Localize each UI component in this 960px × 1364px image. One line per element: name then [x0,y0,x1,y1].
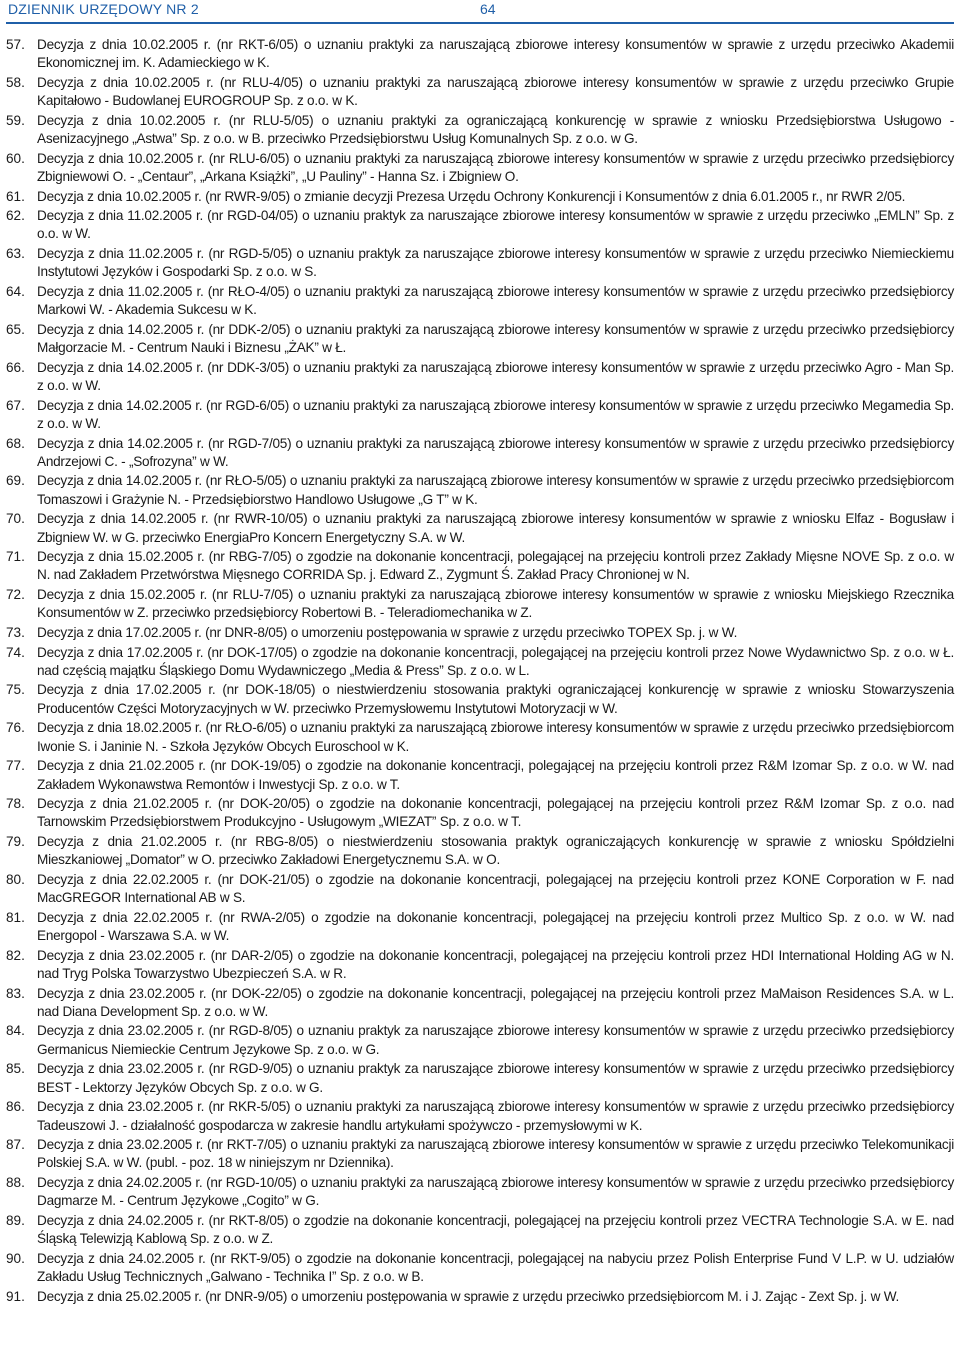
item-text: Decyzja z dnia 23.02.2005 r. (nr RKR-5/05) o uznaniu praktyki za naruszającą zbiorowe interesy konsumentów w sprawie z urzędu przeciwko przedsiębiorcy Tadeuszowi J. - działalność gospodarcza w zakresie handlu artykułami spożywczo - przemysłowymi w K. [37,1099,954,1133]
item-text: Decyzja z dnia 11.02.2005 r. (nr RGD-5/05) o uznaniu praktyk za naruszające zbiorowe interesy konsumentów w sprawie z urzędu przeciwko Niemieckiemu Instytutowi Języków i Gospodarki Sp. z o.o. w S. [37,246,954,280]
item-number: 75. [6,682,25,698]
item-text: Decyzja z dnia 23.02.2005 r. (nr RKT-7/05) o uznaniu praktyki za naruszającą zbiorowe interesy konsumentów w sprawie z urzędu przeciwko Telekomunikacji Polskiej S.A. w W. (publ. - poz. 18 w niniejszym nr Dziennika). [37,1137,954,1171]
list-item [6,435,956,472]
item-text: Decyzja z dnia 18.02.2005 r. (nr RŁO-6/05) o uznaniu praktyki za naruszającą zbiorowe interesy konsumentów w sprawie z urzędu przeciwko przedsiębiorcom Iwonie S. i Janinie N. - Szkoła Języków Obcych Euroschool w K. [37,720,954,754]
item-text: Decyzja z dnia 21.02.2005 r. (nr DOK-20/05) o zgodzie na dokonanie koncentracji, polegającej na przejęciu kontroli przez R&M Izomar Sp. z o.o. nad Tarnowskim Przedsiębiorstwem Produkcyjno - Usługowym „WIEZAT” Sp. z o.o. w T. [37,796,954,830]
item-text: Decyzja z dnia 24.02.2005 r. (nr RKT-8/05) o zgodzie na dokonanie koncentracji, polegającej na przejęciu kontroli przez VECTRA Technologie S.A. w E. nad Śląską Telewizją Kablową Sp. z o.o. w Z. [37,1212,954,1247]
list-item [6,795,956,832]
list-item [6,245,956,282]
list-item [6,1174,956,1211]
list-item [6,1288,956,1306]
item-number: 60. [6,150,25,166]
list-item [6,985,956,1022]
item-number: 58. [6,74,25,90]
item-text: Decyzja z dnia 24.02.2005 r. (nr RKT-9/05) o zgodzie na dokonanie koncentracji, polegającej na nabyciu przez Polish Enterprise Fund V L.P. w U. udziałów Zakładu Usług Technicznych „Galwano - Technika I” Sp. z o.o. w B. [37,1250,954,1285]
item-number: 65. [6,321,25,337]
item-text: Decyzja z dnia 23.02.2005 r. (nr RGD-8/05) o uznaniu praktyk za naruszające zbiorowe interesy konsumentów w sprawie z urzędu przeciwko przedsiębiorcy Germanicus Niemieckie Centrum Językowe Sp. z o.o. w G. [37,1023,954,1057]
list-item [6,1022,956,1059]
list-item [6,36,956,73]
item-number: 62. [6,208,25,224]
item-text: Decyzja z dnia 10.02.2005 r. (nr RLU-4/05) o uznaniu praktyki za naruszającą zbiorowe interesy konsumentów w sprawie z urzędu przeciwko Grupie Kapitałowo - Budowlanej EUROGROUP Sp. z o.o. w K. [37,74,954,109]
list-item [6,833,956,870]
item-number: 79. [6,834,25,849]
item-number: 59. [6,112,25,128]
item-number: 81. [6,909,25,925]
item-number: 64. [6,283,25,299]
item-text: Decyzja z dnia 22.02.2005 r. (nr RWA-2/05) o zgodzie na dokonanie koncentracji, polegającej na przejęciu kontroli przez Multico Sp. z o.o. w W. nad Energopol - Warszawa S.A. w W. [37,909,954,944]
item-text: Decyzja z dnia 10.02.2005 r. (nr RLU-6/05) o uznaniu praktyki za naruszającą zbiorowe interesy konsumentów w sprawie z urzędu przeciwko przedsiębiorcy Zbigniewowi O. - „Centaur”, „Arkana Książki”, „U Pauliny” - Hanna Sz. i Zbigniew O. [37,150,954,184]
list-item [6,947,956,984]
item-number: 67. [6,397,25,413]
item-text: Decyzja z dnia 23.02.2005 r. (nr DOK-22/05) o zgodzie na dokonanie koncentracji, polegającej na przejęciu kontroli przez MaMaison Residences S.A. w L. nad Diana Development Sp. z o.o. w W. [37,985,954,1019]
list-item [6,188,956,206]
item-number: 90. [6,1250,25,1266]
list-item [6,1250,956,1287]
item-text: Decyzja z dnia 14.02.2005 r. (nr RGD-6/05) o uznaniu praktyki za naruszającą zbiorowe interesy konsumentów w sprawie z urzędu przeciwko Megamedia Sp. z o.o. w W. [37,397,954,431]
item-text: Decyzja z dnia 10.02.2005 r. (nr RWR-9/05) o zmianie decyzji Prezesa Urzędu Ochrony Konkurencji i Konsumentów z dnia 6.01.2005 r., nr RWR 2/05. [37,188,906,204]
item-number: 61. [6,188,25,204]
item-text: Decyzja z dnia 15.02.2005 r. (nr RLU-7/05) o uznaniu praktyki za naruszającą zbiorowe interesy konsumentów w sprawie z wniosku Miejskiego Rzecznika Konsumentów w Z. przeciwko przedsiębiorcy Robertowi B. - Teleradiomechanika w Z. [37,587,954,621]
item-number: 72. [6,587,25,603]
item-number: 73. [6,624,25,640]
list-item [6,586,956,623]
item-text: Decyzja z dnia 17.02.2005 r. (nr DOK-17/05) o zgodzie na dokonanie koncentracji, polegającej na przejęciu kontroli przez Nowe Wydawnictwo Sp. z o.o. w Ł. nad częścią majątku Śląskiego Domu Wydawniczego „Media & Press” Sp. z o.o. w L. [37,644,954,678]
item-text: Decyzja z dnia 14.02.2005 r. (nr RŁO-5/05) o uznaniu praktyki za naruszającą zbiorowe interesy konsumentów w sprawie z urzędu przeciwko przedsiębiorcom Tomaszowi i Grażynie N. - Przedsiębiorstwo Handlowo Usługowe „G T” w K. [37,473,954,507]
list-item [6,74,956,111]
item-text: Decyzja z dnia 14.02.2005 r. (nr RWR-10/05) o uznaniu praktyki za naruszającą zbiorowe interesy konsumentów w sprawie z wniosku Elfaz - Bogusław i Zbigniew W. w G. przeciwko EnergiaPro Koncern Energetyczny S.A. w W. [37,511,954,545]
list-item [6,321,956,358]
item-number: 82. [6,947,25,963]
list-item [6,397,956,434]
item-text: Decyzja z dnia 24.02.2005 r. (nr RGD-10/05) o uznaniu praktyki za naruszającą zbiorowe interesy konsumentów w sprawie z urzędu przeciwko przedsiębiorcy Dagmarze M. - Centrum Językowe „Cogito” w G. [37,1175,954,1209]
list-item [6,1212,956,1249]
list-item [6,719,956,756]
item-number: 76. [6,720,25,736]
journal-title: DZIENNIK URZĘDOWY NR 2 [8,1,199,17]
item-text: Decyzja z dnia 23.02.2005 r. (nr RGD-9/05) o uznaniu praktyk za naruszające zbiorowe interesy konsumentów w sprawie z urzędu przeciwko przedsiębiorcy BEST - Lektorzy Języków Obcych Sp. z o.o. w G. [37,1061,954,1095]
list-item [6,1136,956,1173]
list-item [6,681,956,718]
item-number: 91. [6,1288,25,1304]
item-text: Decyzja z dnia 23.02.2005 r. (nr DAR-2/05) o zgodzie na dokonanie koncentracji, polegającej na przejęciu kontroli przez HDI International Holding AG w N. nad Tryg Polska Towarzystwo Ubezpieczeń S.A. w R. [37,947,954,981]
item-number: 74. [6,644,25,660]
list-item [6,112,956,149]
item-text: Decyzja z dnia 21.02.2005 r. (nr RBG-8/05) o niestwierdzeniu stosowania praktyk ograniczających konkurencję w sprawie z wniosku Spółdzielni Mieszkaniowej „Domator” w O. przeciwko Zakładowi Energetycznemu S.A. w O. [37,834,954,868]
list-item [6,624,956,642]
item-number: 66. [6,359,25,375]
item-text: Decyzja z dnia 17.02.2005 r. (nr DOK-18/05) o niestwierdzeniu stosowania praktyki ograniczającej konkurencję w sprawie z wniosku Stowarzyszenia Producentów Części Motoryzacyjnych w W. przeciwko Przemysłowemu Instytutowi Motoryzacji w W. [37,682,954,716]
list-item [6,510,956,547]
item-number: 84. [6,1023,25,1039]
item-number: 87. [6,1137,25,1153]
item-text: Decyzja z dnia 22.02.2005 r. (nr DOK-21/05) o zgodzie na dokonanie koncentracji, polegającej na przejęciu kontroli przez KONE Corporation w F. nad MacGREGOR International AB w S. [37,871,954,906]
item-number: 71. [6,549,25,565]
item-text: Decyzja z dnia 17.02.2005 r. (nr DNR-8/05) o umorzeniu postępowania w sprawie z urzędu przeciwko TOPEX Sp. j. w W. [37,624,738,640]
item-text: Decyzja z dnia 15.02.2005 r. (nr RBG-7/05) o zgodzie na dokonanie koncentracji, polegającej na przejęciu kontroli przez Zakłady Mięsne NOVE Sp. z o.o. w N. nad Zakładem Przetwórstwa Mięsnego CORRIDA Sp. j. Edward Z., Zygmunt Ś. Zakład Pracy Chronionej w N. [37,549,954,583]
item-number: 78. [6,796,25,812]
list-item [6,283,956,320]
decision-list [6,36,956,1307]
item-text: Decyzja z dnia 14.02.2005 r. (nr DDK-2/05) o uznaniu praktyki za naruszającą zbiorowe interesy konsumentów w sprawie z urzędu przeciwko przedsiębiorcy Małgorzacie M. - Centrum Nauki i Biznesu „ŻAK” w Ł. [37,321,954,356]
list-item [6,644,956,681]
item-number: 69. [6,473,25,489]
item-number: 88. [6,1175,25,1191]
item-text: Decyzja z dnia 25.02.2005 r. (nr DNR-9/05) o umorzeniu postępowania w sprawie z urzędu przeciwko przedsiębiorcom M. i J. Zając - Zext Sp. j. w W. [37,1288,900,1304]
item-text: Decyzja z dnia 21.02.2005 r. (nr DOK-19/05) o zgodzie na dokonanie koncentracji, polegającej na przejęciu kontroli przez R&M Izomar Sp. z o.o. w W. nad Zakładem Wykonawstwa Remontów i Inwestycji Sp. z o.o. w T. [37,758,954,792]
page-header [6,0,954,24]
item-number: 68. [6,435,25,451]
list-item [6,472,956,509]
item-text: Decyzja z dnia 11.02.2005 r. (nr RGD-04/05) o uznaniu praktyk za naruszające zbiorowe interesy konsumentów w sprawie z urzędu przeciwko „EMLN” Sp. z o.o. w W. [37,208,954,242]
item-number: 89. [6,1212,25,1228]
list-item [6,207,956,244]
item-number: 83. [6,985,25,1001]
item-number: 70. [6,511,25,527]
list-item [6,548,956,585]
item-number: 85. [6,1061,25,1077]
item-number: 80. [6,871,25,887]
item-number: 77. [6,758,25,774]
list-item [6,871,956,908]
item-text: Decyzja z dnia 11.02.2005 r. (nr RŁO-4/05) o uznaniu praktyki za naruszającą zbiorowe interesy konsumentów w sprawie z urzędu przeciwko przedsiębiorcy Markowi W. - Akademia Sukcesu w K. [37,283,954,318]
list-item [6,757,956,794]
item-text: Decyzja z dnia 10.02.2005 r. (nr RKT-6/05) o uznaniu praktyki za naruszającą zbiorowe interesy konsumentów w sprawie z urzędu przeciwko Akademii Ekonomicznej im. K. Adamieckiego w K. [37,37,954,71]
item-text: Decyzja z dnia 14.02.2005 r. (nr DDK-3/05) o uznaniu praktyki za naruszającą zbiorowe interesy konsumentów w sprawie z urzędu przeciwko Agro - Man Sp. z o.o. w W. [37,359,954,394]
item-number: 57. [6,37,25,52]
item-number: 86. [6,1099,25,1115]
list-item [6,150,956,187]
item-text: Decyzja z dnia 14.02.2005 r. (nr RGD-7/05) o uznaniu praktyki za naruszającą zbiorowe interesy konsumentów w sprawie z urzędu przeciwko przedsiębiorcy Andrzejowi C. - „Sofrozyna” w W. [37,435,954,469]
list-item [6,1098,956,1135]
list-item [6,359,956,396]
list-item [6,909,956,946]
page-number: 64 [480,1,496,17]
item-text: Decyzja z dnia 10.02.2005 r. (nr RLU-5/05) o uznaniu praktyki za ograniczającą konkurencję w sprawie z wniosku Przedsiębiorstwa Usługowo - Asenizacyjnego „Astwa” Sp. z o.o. w B. przeciwko Przedsiębiorstwu Usług Komunalnych Sp. z o.o. w G. [37,112,954,147]
item-number: 63. [6,246,25,262]
list-item [6,1060,956,1097]
